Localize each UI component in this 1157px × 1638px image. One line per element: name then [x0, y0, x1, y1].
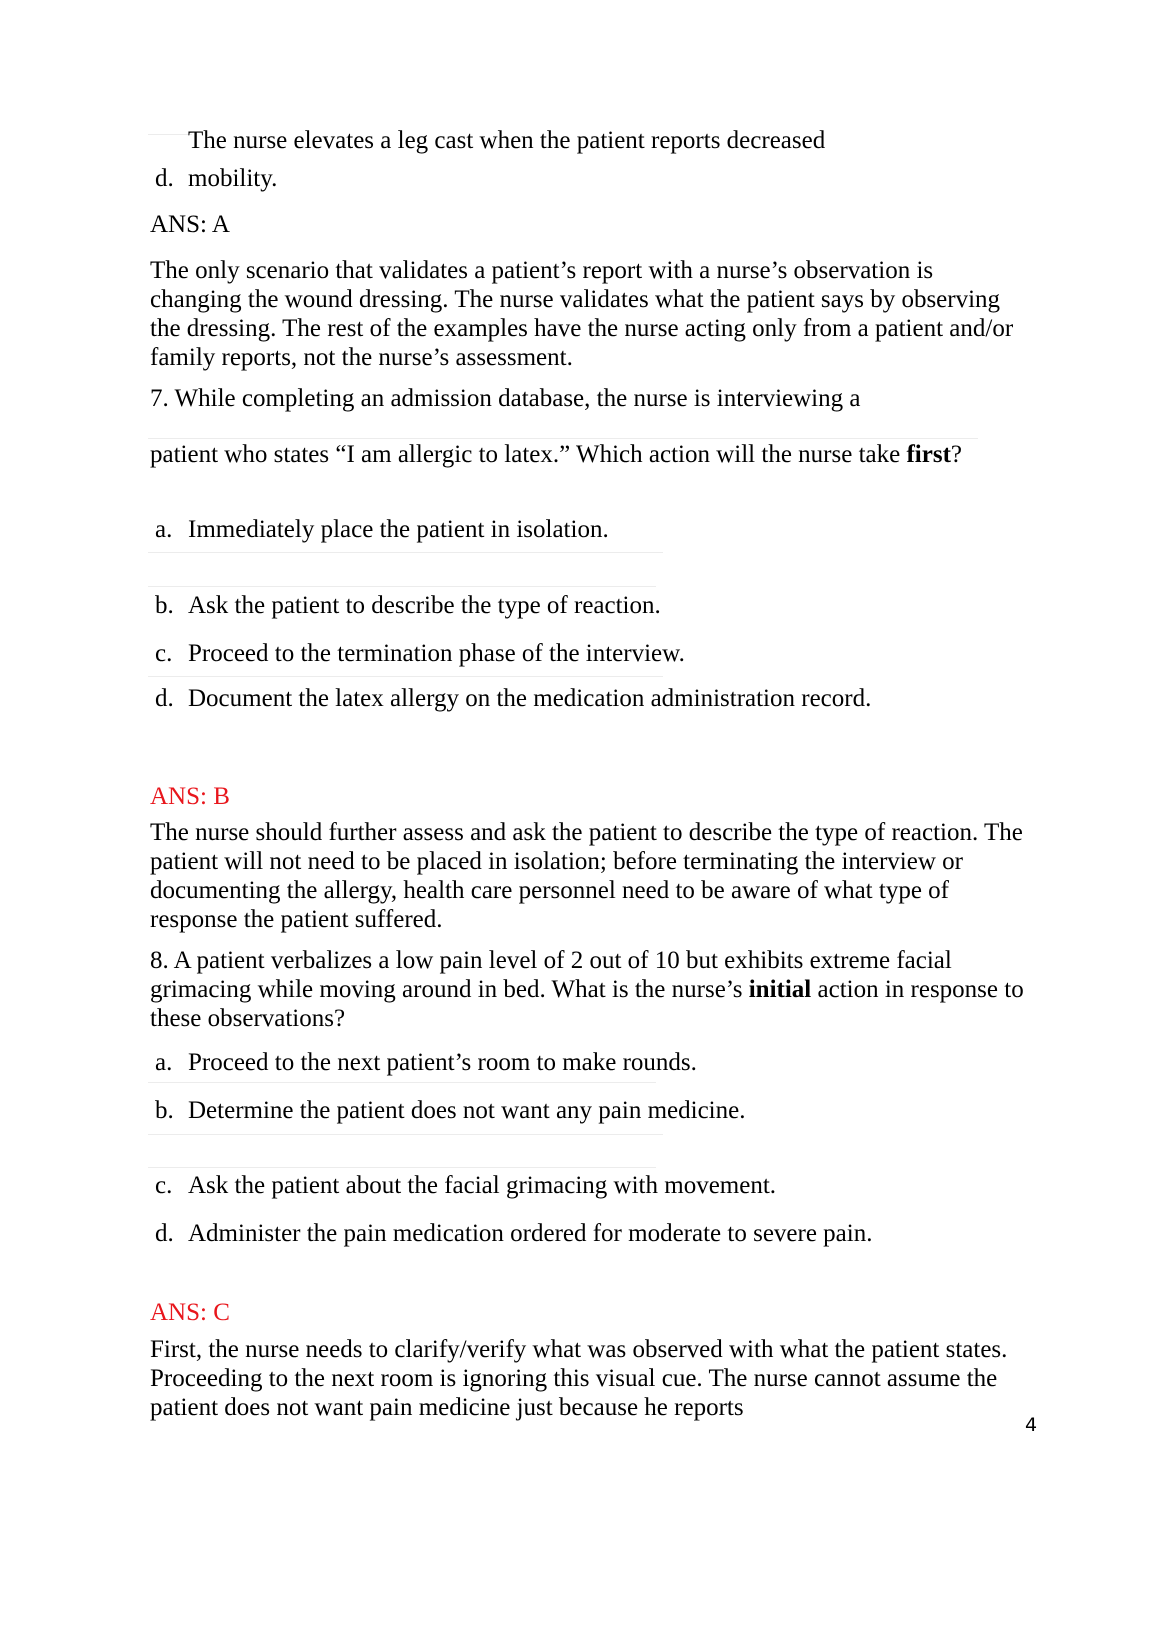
option-letter: a. [155, 1049, 173, 1076]
option-text: mobility. [188, 165, 278, 192]
q8-option-b [155, 1096, 745, 1125]
q8-option-c [155, 1171, 776, 1200]
q7-option-a [155, 515, 609, 544]
rationale-text: The only scenario that validates a patient’s report with a nurse’s observation is changing the wound dressing. The nurse validates what the patient says by observing the dressing. The rest of the examples have the nurse acting only from a patient and/or family reports, not the nurse’s assessment. [150, 257, 1014, 371]
option-letter: d. [155, 1220, 174, 1247]
divider [148, 676, 663, 677]
option-letter: c. [155, 1172, 173, 1199]
divider [148, 586, 656, 587]
option-text: The nurse elevates a leg cast when the patient reports decreased [188, 127, 826, 154]
divider [148, 1167, 656, 1168]
q7-option-b [155, 591, 661, 620]
answer-label: ANS: A [150, 211, 230, 238]
option-d-prev [155, 126, 825, 155]
question-7-stem-line1: 7. While completing an admission database, the nurse is interviewing a [150, 385, 861, 412]
option-letter: b. [155, 1097, 174, 1124]
answer-label-q7: ANS: B [150, 783, 230, 810]
divider [148, 1134, 663, 1135]
option-text: Immediately place the patient in isolation. [188, 516, 609, 543]
rationale-q7: The nurse should further assess and ask the patient to describe the type of reaction. The patient will not need to be placed in isolation; before terminating the interview or documenting the allergy, health care personnel need to be aware of what type of response the patient suffered. [150, 819, 1023, 933]
rationale-q8: First, the nurse needs to clarify/verify what was observed with what the patient states. Proceeding to the next room is ignoring this visual cue. The nurse cannot assume the patient does not want pain medicine just because he reports [150, 1336, 1008, 1421]
q7-option-d [155, 684, 871, 713]
page-number: 4 [1025, 1414, 1038, 1436]
divider [148, 438, 978, 439]
question-7-stem-line2: patient who states “I am allergic to latex.” Which action will the nurse take first? [150, 441, 962, 468]
answer-label-q8: ANS: C [150, 1299, 230, 1326]
option-text: Ask the patient to describe the type of reaction. [188, 592, 661, 619]
option-letter: d. [155, 165, 174, 192]
q7-option-c [155, 639, 685, 668]
option-text: Proceed to the termination phase of the interview. [188, 640, 685, 667]
option-text: Proceed to the next patient’s room to make rounds. [188, 1049, 697, 1076]
emphasis-initial: initial [748, 976, 812, 1003]
question-8-stem: 8. A patient verbalizes a low pain level of 2 out of 10 but exhibits extreme facial grimacing while moving around in bed. What is the nurse’s initial action in response to these observations? [150, 947, 1024, 1032]
emphasis-first: first [906, 441, 951, 468]
option-letter: a. [155, 516, 173, 543]
option-text: Document the latex allergy on the medication administration record. [188, 685, 872, 712]
option-text: Ask the patient about the facial grimacing with movement. [188, 1172, 777, 1199]
q8-option-d [155, 1219, 872, 1248]
option-text: Administer the pain medication ordered for moderate to severe pain. [188, 1220, 873, 1247]
q8-option-a [155, 1048, 697, 1077]
divider [148, 1082, 656, 1083]
option-letter: c. [155, 640, 173, 667]
option-text: Determine the patient does not want any pain medicine. [188, 1097, 746, 1124]
option-letter: b. [155, 592, 174, 619]
option-letter: d. [155, 685, 174, 712]
divider [148, 552, 663, 553]
option-d-prev-continued [155, 164, 277, 193]
